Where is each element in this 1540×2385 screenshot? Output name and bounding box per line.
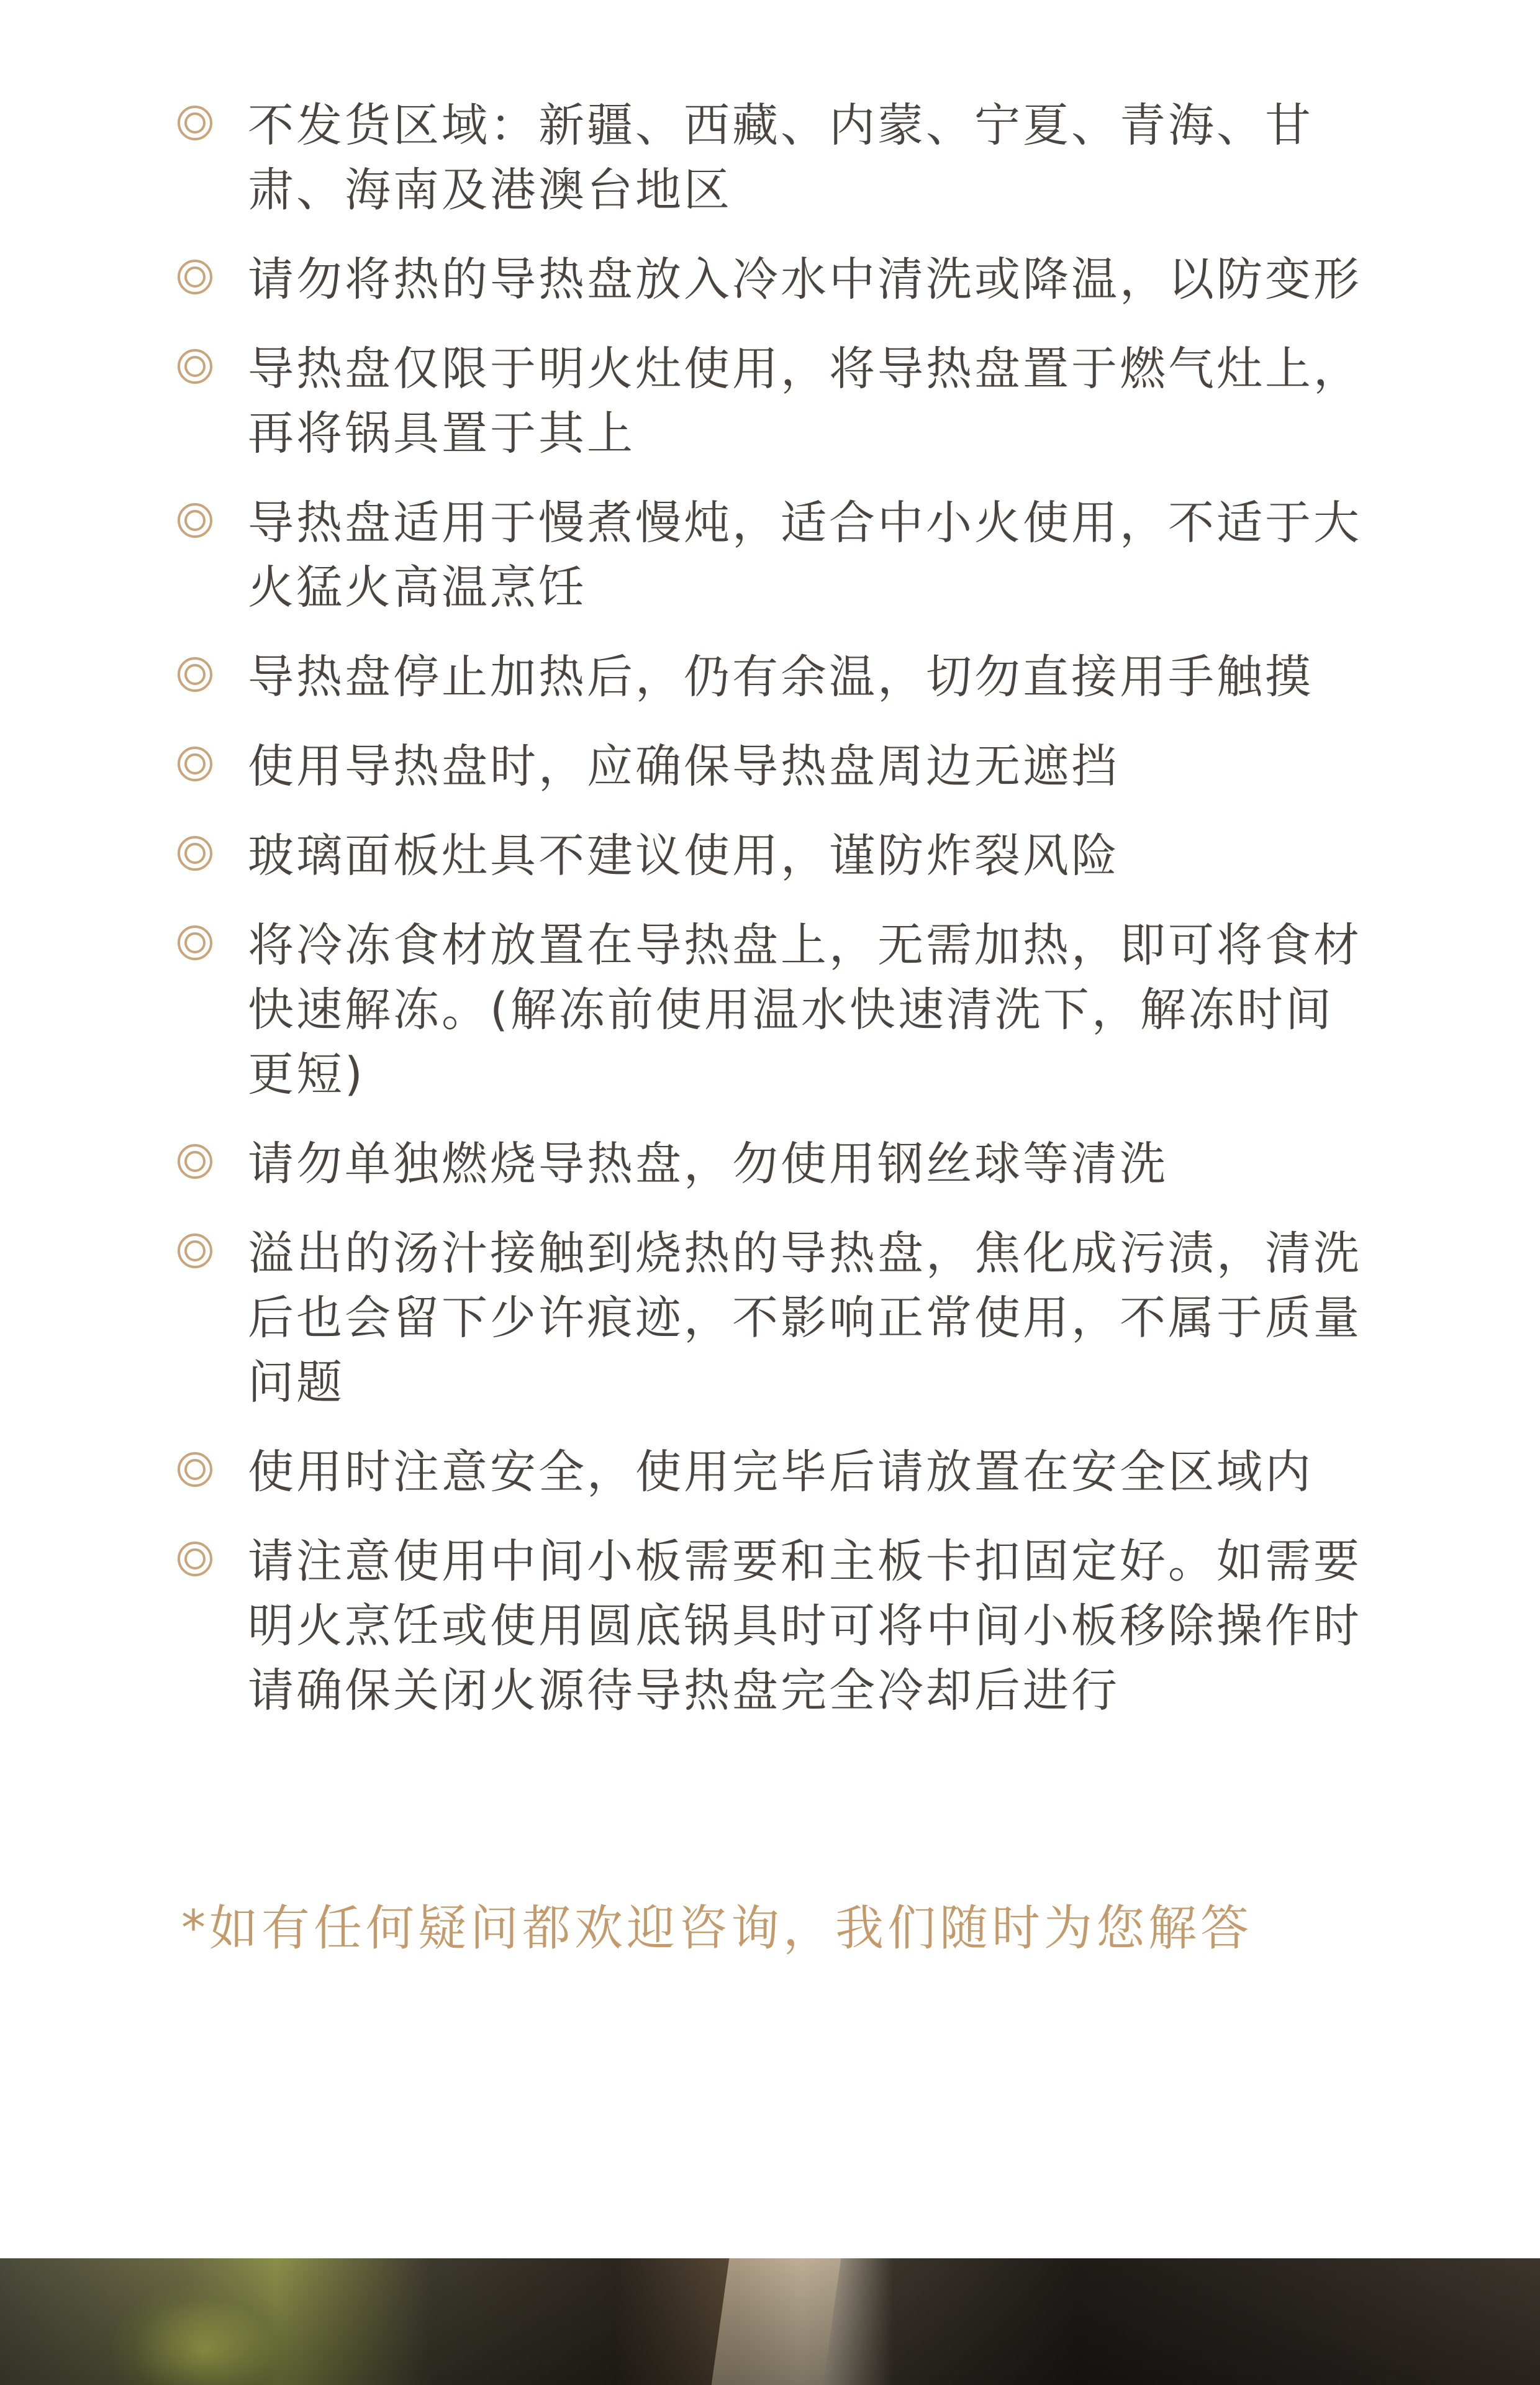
notice-text: 使用时注意安全，使用完毕后请放置在安全区域内 bbox=[248, 1445, 1313, 1499]
notice-text: 导热盘适用于慢煮慢炖，适合中小火使用，不适于大火猛火高温烹饪 bbox=[248, 496, 1362, 614]
double-circle-icon bbox=[176, 348, 214, 385]
notice-text: 请勿将热的导热盘放入冷水中清洗或降温，以防变形 bbox=[248, 253, 1362, 306]
double-circle-icon bbox=[176, 502, 214, 539]
notice-text: 不发货区域：新疆、西藏、内蒙、宁夏、青海、甘肃、海南及港澳台地区 bbox=[248, 99, 1313, 217]
notice-text: 请勿单独燃烧导热盘，勿使用钢丝球等清洗 bbox=[248, 1137, 1168, 1191]
notice-text: 溢出的汤汁接触到烧热的导热盘，焦化成污渍，清洗后也会留下少许痕迹，不影响正常使用，不属于质量问题 bbox=[248, 1227, 1362, 1409]
contact-note: *如有任何疑问都欢迎咨询，我们随时为您解答 bbox=[181, 1901, 1253, 1956]
notice-item bbox=[176, 1132, 1375, 1196]
notice-text: 使用导热盘时，应确保导热盘周边无遮挡 bbox=[248, 740, 1120, 793]
double-circle-icon bbox=[176, 924, 214, 961]
notice-list bbox=[176, 93, 1375, 1748]
double-circle-icon bbox=[176, 1540, 214, 1578]
notice-item bbox=[176, 337, 1375, 466]
double-circle-icon bbox=[176, 835, 214, 872]
notice-item bbox=[176, 93, 1375, 222]
notice-item bbox=[176, 645, 1375, 709]
notice-text: 请注意使用中间小板需要和主板卡扣固定好。如需要明火烹饪或使用圆底锅具时可将中间小板移除操作时请确保关闭火源待导热盘完全冷却后进行 bbox=[248, 1535, 1362, 1717]
notice-item bbox=[176, 491, 1375, 620]
double-circle-icon bbox=[176, 745, 214, 783]
double-circle-icon bbox=[176, 1143, 214, 1180]
notice-text: 导热盘仅限于明火灶使用，将导热盘置于燃气灶上，再将锅具置于其上 bbox=[248, 342, 1362, 460]
double-circle-icon bbox=[176, 258, 214, 296]
notice-text: 将冷冻食材放置在导热盘上，无需加热，即可将食材快速解冻。(解冻前使用温水快速清洗下，解冻时间更短) bbox=[248, 919, 1362, 1101]
double-circle-icon bbox=[176, 1451, 214, 1488]
notice-item bbox=[176, 1221, 1375, 1415]
notice-item bbox=[176, 913, 1375, 1107]
notice-item bbox=[176, 824, 1375, 888]
photo-shade bbox=[0, 2258, 1540, 2385]
double-circle-icon bbox=[176, 656, 214, 693]
double-circle-icon bbox=[176, 104, 214, 142]
notice-item bbox=[176, 1440, 1375, 1504]
notice-item bbox=[176, 247, 1375, 312]
notice-text: 导热盘停止加热后，仍有余温，切勿直接用手触摸 bbox=[248, 650, 1313, 704]
double-circle-icon bbox=[176, 1232, 214, 1270]
notice-item bbox=[176, 1529, 1375, 1723]
notice-text: 玻璃面板灶具不建议使用，谨防炸裂风险 bbox=[248, 829, 1120, 883]
notice-item bbox=[176, 734, 1375, 799]
product-photo-strip bbox=[0, 2258, 1540, 2385]
